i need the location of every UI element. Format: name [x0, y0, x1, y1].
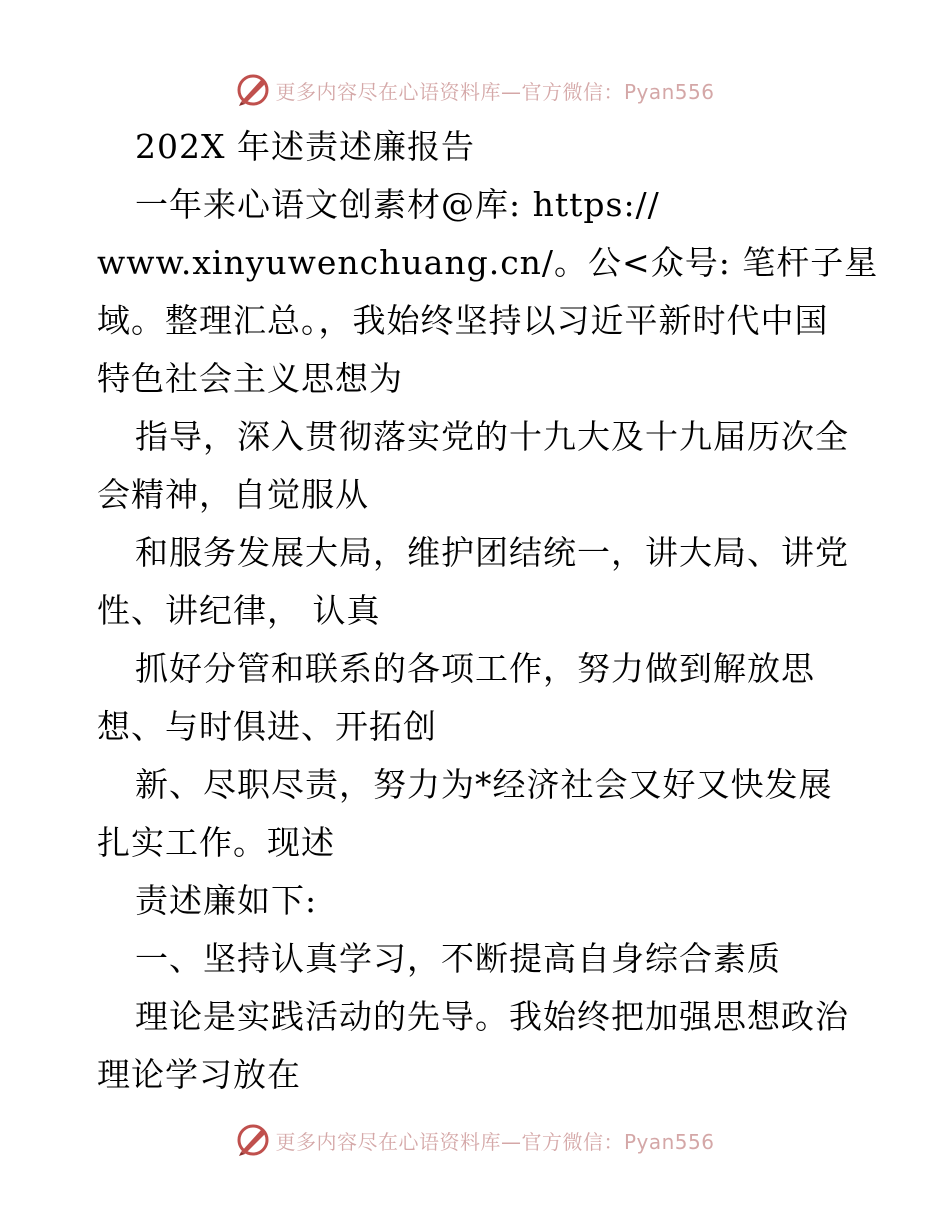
watermark-text: 更多内容尽在心语资料库—官方微信：Pyan556 — [275, 79, 715, 104]
paragraph-line: www.xinyuwenchuang.cn/。公<众号: 笔杆子星 — [97, 243, 879, 282]
header-watermark — [0, 70, 950, 110]
footer-watermark — [0, 1120, 950, 1160]
paragraph-line: 和服务发展大局，维护团结统一，讲大局、讲党 — [135, 533, 849, 572]
paragraph-line: 特色社会主义思想为 — [97, 359, 403, 398]
document-body — [97, 118, 879, 1104]
paragraph-line: 想、与时俱进、开拓创 — [97, 707, 437, 746]
paragraph-line: 抓好分管和联系的各项工作，努力做到解放思 — [135, 649, 815, 688]
pen-circle-logo-icon — [235, 72, 271, 108]
paragraph-line: 性、讲纪律， 认真 — [97, 591, 381, 630]
section-heading-line: 一、坚持认真学习，不断提高自身综合素质 — [135, 939, 781, 978]
paragraph-line: 扎实工作。现述 — [97, 823, 335, 862]
paragraph-line: 域。整理汇总。，我始终坚持以习近平新时代中国 — [97, 301, 829, 340]
pen-circle-logo-icon — [235, 1122, 271, 1158]
document-title-line: 202X 年述责述廉报告 — [135, 127, 475, 166]
paragraph-line: 会精神，自觉服从 — [97, 475, 369, 514]
watermark-text: 更多内容尽在心语资料库—官方微信：Pyan556 — [275, 1129, 715, 1154]
paragraph-line: 指导，深入贯彻落实党的十九大及十九届历次全 — [135, 417, 849, 456]
paragraph-line: 理论是实践活动的先导。我始终把加强思想政治 — [135, 997, 849, 1036]
paragraph-line: 新、尽职尽责，努力为*经济社会又好又快发展 — [135, 765, 833, 804]
paragraph-line: 一年来心语文创素材@库: https:// — [135, 185, 660, 224]
paragraph-line: 理论学习放在 — [97, 1055, 301, 1094]
paragraph-line: 责述廉如下: — [135, 881, 318, 920]
